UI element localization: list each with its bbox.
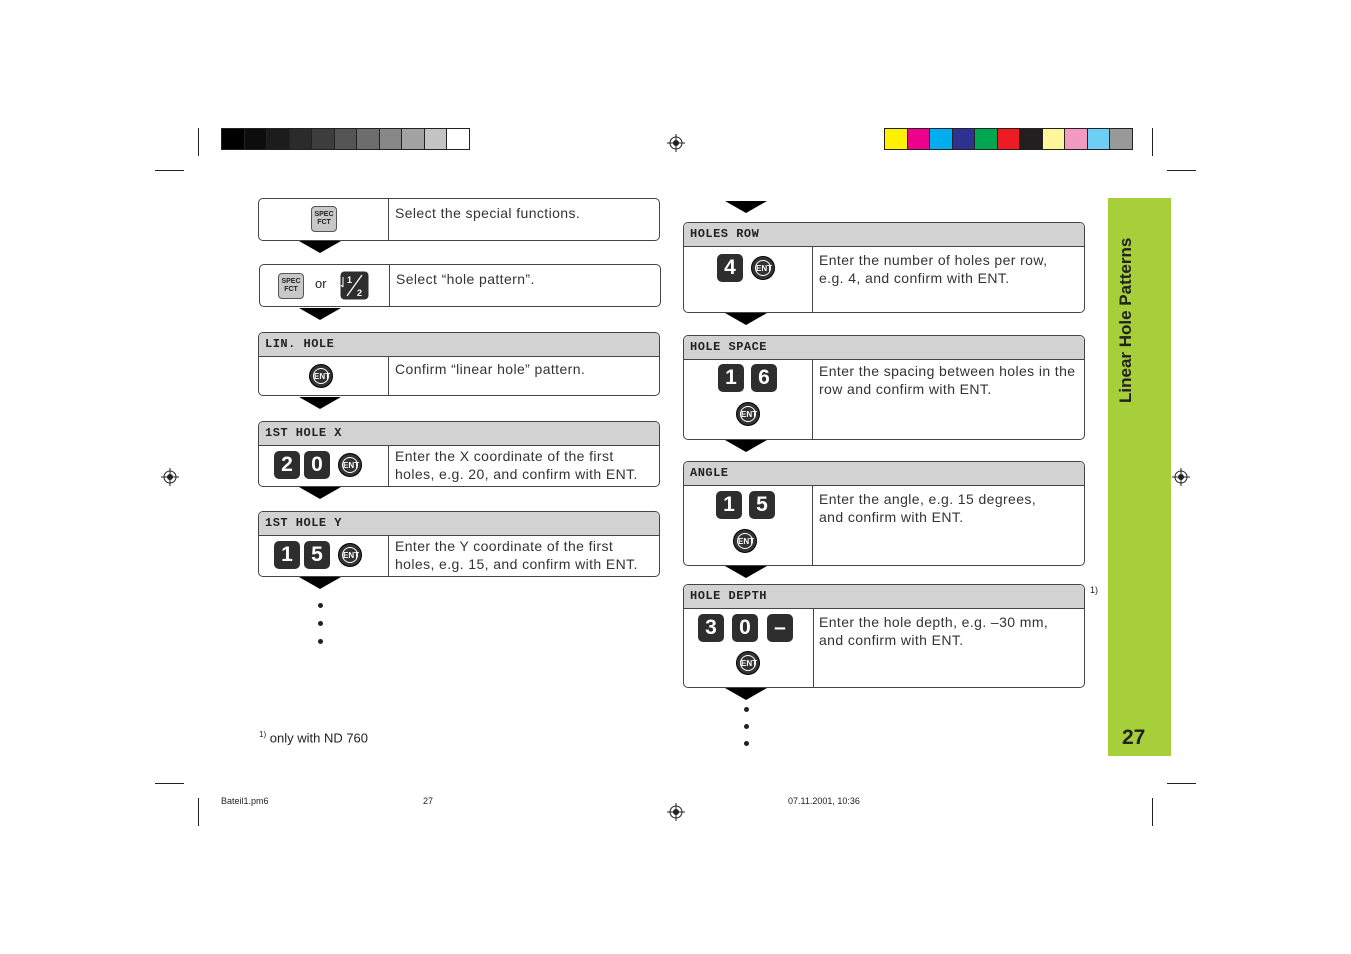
digit-key: 1: [718, 364, 744, 392]
step-holes-row: [683, 222, 1085, 313]
svg-text:2: 2: [357, 288, 363, 298]
calibration-swatch: [357, 129, 380, 149]
step-description: Enter the number of holes per row, e.g. 4, and confirm with ENT.: [819, 252, 1048, 286]
continuation-dot: [744, 707, 749, 712]
registration-target-icon: [161, 468, 179, 486]
crop-mark: [1167, 170, 1196, 171]
digit-key: 4: [717, 254, 743, 282]
flow-arrow-icon: [299, 241, 341, 253]
ent-key-icon: [751, 256, 775, 280]
continuation-dot: [744, 741, 749, 746]
spec-fct-key-label: SPEC FCT: [314, 211, 334, 226]
step-description: Enter the spacing between holes in the row and confirm with ENT.: [819, 363, 1076, 397]
continuation-dot: [318, 639, 323, 644]
flow-arrow-icon: [299, 487, 341, 499]
gray-calibration-bar: [221, 128, 470, 150]
calibration-swatch: [425, 129, 448, 149]
ent-key-icon: [736, 402, 760, 426]
crop-mark: [1152, 798, 1153, 826]
display-header: LIN. HOLE: [259, 333, 659, 357]
svg-text:1: 1: [347, 275, 353, 285]
calibration-swatch: [1043, 129, 1066, 149]
step-description: Enter the angle, e.g. 15 degrees, and confirm with ENT.: [819, 491, 1037, 525]
step-description: Confirm “linear hole” pattern.: [395, 361, 586, 377]
ent-key-label: ENT: [740, 655, 756, 671]
registration-target-icon: [667, 803, 685, 821]
flow-arrow-icon: [725, 201, 767, 213]
footnote-text: only with ND 760: [269, 730, 369, 746]
digit-key: 6: [751, 364, 777, 392]
digit-key: 5: [749, 491, 775, 519]
calibration-swatch: [885, 129, 908, 149]
step-description: Enter the X coordinate of the first holes, e.g. 20, and confirm with ENT.: [395, 448, 638, 482]
or-label: or: [315, 276, 327, 291]
calibration-swatch: [402, 129, 425, 149]
ent-key-label: ENT: [755, 260, 771, 276]
calibration-swatch: [1020, 129, 1043, 149]
ent-key-label: ENT: [342, 547, 358, 563]
continuation-dot: [318, 621, 323, 626]
flow-arrow-icon: [725, 440, 767, 452]
ent-key-icon: [338, 543, 362, 567]
digit-key: 1: [274, 541, 300, 569]
step-hole-space: [683, 335, 1085, 440]
digit-key: 5: [304, 541, 330, 569]
fraction-key-icon: [340, 271, 369, 300]
calibration-swatch: [245, 129, 268, 149]
continuation-dot: [318, 603, 323, 608]
calibration-swatch: [267, 129, 290, 149]
calibration-swatch: [1110, 129, 1132, 149]
calibration-swatch: [908, 129, 931, 149]
step-description: Select “hole pattern”.: [396, 271, 535, 287]
chapter-sidebar: [1108, 198, 1171, 756]
ent-key-icon: [338, 453, 362, 477]
digit-key: 1: [716, 491, 742, 519]
digit-key: 2: [274, 451, 300, 479]
step-1st-hole-y: [258, 511, 660, 577]
digit-key: 0: [304, 451, 330, 479]
spec-fct-key-icon: [311, 206, 337, 232]
calibration-swatch: [1088, 129, 1111, 149]
step-1st-hole-x: [258, 421, 660, 487]
flow-arrow-icon: [725, 313, 767, 325]
crop-mark: [198, 128, 199, 156]
display-header: HOLE DEPTH: [684, 585, 1084, 609]
flow-arrow-icon: [725, 566, 767, 578]
flow-arrow-icon: [299, 397, 341, 409]
calibration-swatch: [335, 129, 358, 149]
ent-key-label: ENT: [740, 406, 756, 422]
footnote-mark: 1): [259, 730, 267, 739]
ent-key-icon: [736, 651, 760, 675]
calibration-swatch: [953, 129, 976, 149]
calibration-swatch: [975, 129, 998, 149]
step-select-special-functions: [258, 198, 660, 241]
calibration-swatch: [380, 129, 403, 149]
digit-key: 3: [698, 614, 724, 642]
flow-arrow-icon: [725, 688, 767, 700]
calibration-swatch: [930, 129, 953, 149]
footnote: [259, 730, 368, 745]
crop-mark: [198, 798, 199, 826]
display-header: 1ST HOLE Y: [259, 512, 659, 536]
step-angle: [683, 461, 1085, 566]
calibration-swatch: [290, 129, 313, 149]
calibration-swatch: [998, 129, 1021, 149]
footnote-mark: 1): [1090, 585, 1099, 595]
spec-fct-key-icon: [278, 273, 304, 299]
step-description: Enter the hole depth, e.g. –30 mm, and confirm with ENT.: [819, 614, 1049, 648]
minus-key: –: [767, 614, 793, 642]
ent-key-icon: [309, 364, 333, 388]
color-calibration-bar: [884, 128, 1133, 150]
display-header: 1ST HOLE X: [259, 422, 659, 446]
crop-mark: [155, 170, 184, 171]
calibration-swatch: [447, 129, 469, 149]
spec-fct-key-label: SPEC FCT: [281, 278, 301, 293]
step-select-hole-pattern: [259, 264, 661, 307]
crop-mark: [1167, 783, 1196, 784]
step-description: Select the special functions.: [395, 205, 581, 221]
footer-page: 27: [423, 796, 434, 806]
step-hole-depth: [683, 584, 1085, 688]
crop-mark: [155, 783, 184, 784]
footer-date: 07.11.2001, 10:36: [788, 796, 860, 806]
registration-target-icon: [1172, 468, 1190, 486]
chapter-title: Linear Hole Patterns: [1116, 237, 1135, 403]
display-header: ANGLE: [684, 462, 1084, 486]
display-header: HOLES ROW: [684, 223, 1084, 247]
calibration-swatch: [1065, 129, 1088, 149]
registration-target-icon: [667, 134, 685, 152]
ent-key-icon: [733, 529, 757, 553]
crop-mark: [1152, 128, 1153, 156]
calibration-swatch: [312, 129, 335, 149]
step-description: Enter the Y coordinate of the first holes, e.g. 15, and confirm with ENT.: [395, 538, 638, 572]
flow-arrow-icon: [299, 308, 341, 320]
digit-key: 0: [732, 614, 758, 642]
step-lin-hole: [258, 332, 660, 396]
footer-file: Bateil1.pm6: [221, 796, 269, 806]
ent-key-label: ENT: [342, 457, 358, 473]
page-number: 27: [1122, 726, 1146, 749]
display-header: HOLE SPACE: [684, 336, 1084, 360]
ent-key-label: ENT: [313, 368, 329, 384]
flow-arrow-icon: [299, 577, 341, 589]
continuation-dot: [744, 724, 749, 729]
calibration-swatch: [222, 129, 245, 149]
ent-key-label: ENT: [737, 533, 753, 549]
